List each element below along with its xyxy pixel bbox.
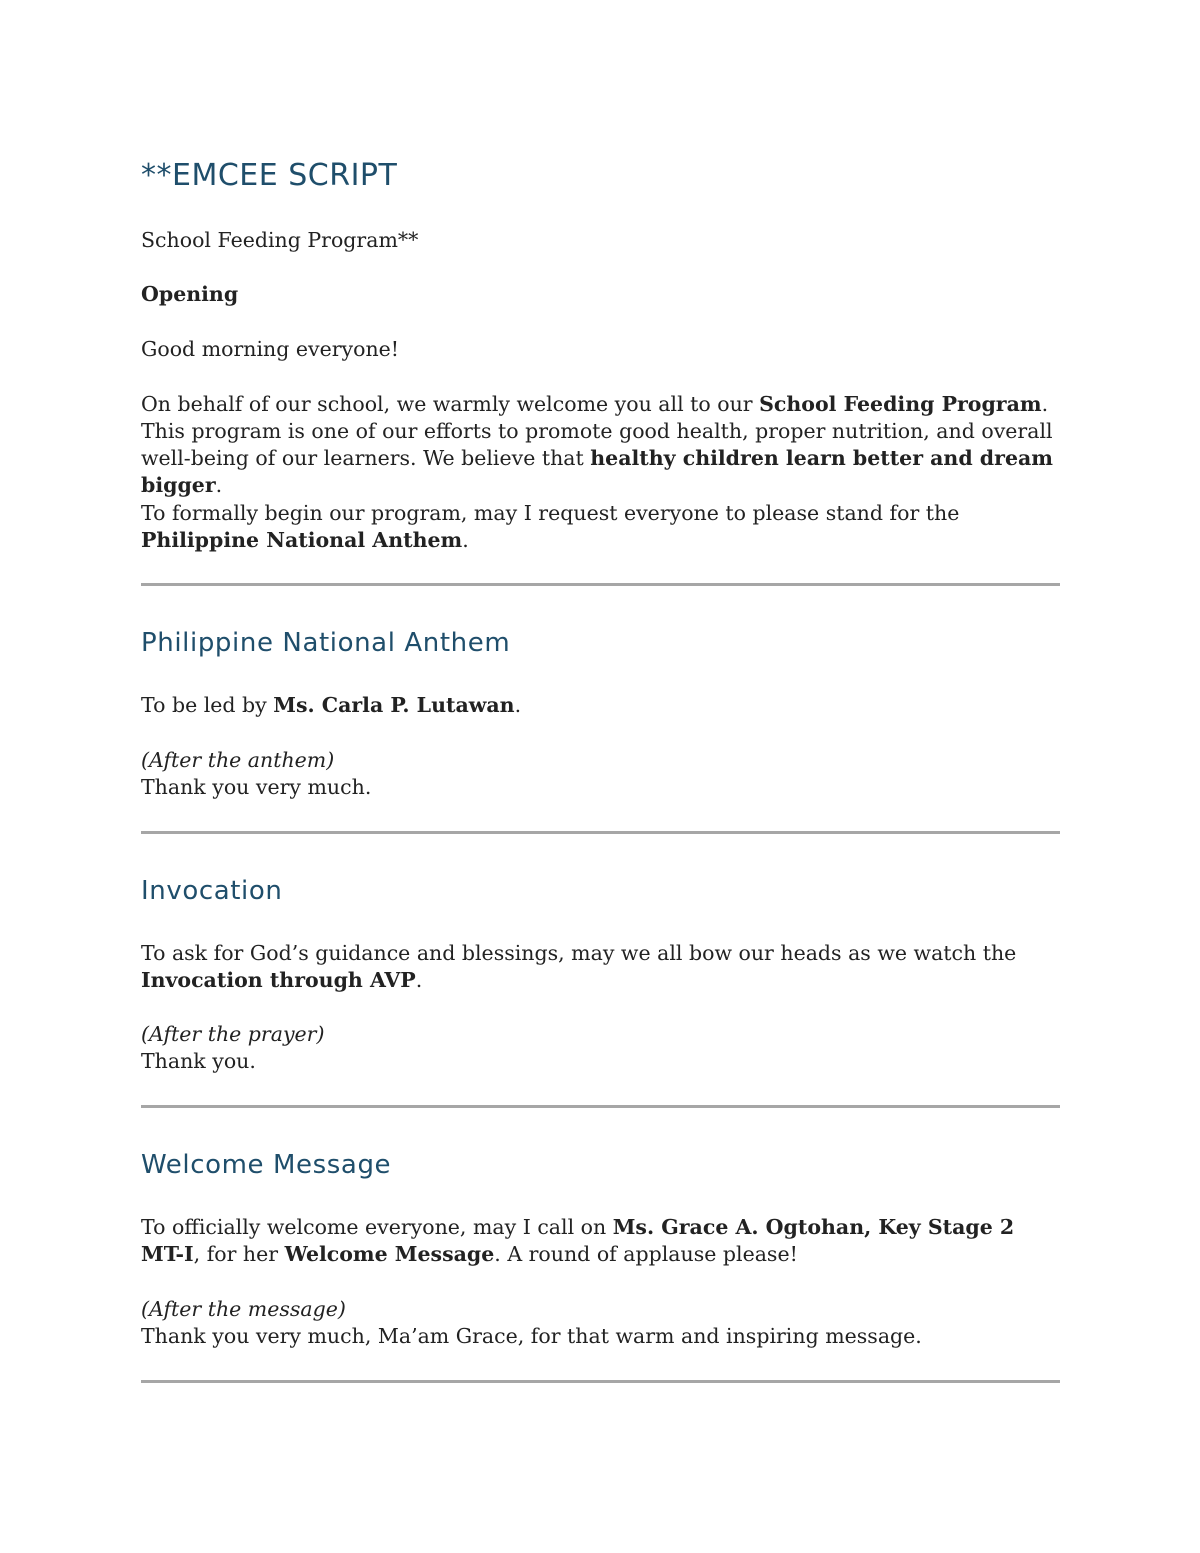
text-segment: . [415,968,423,992]
invocation-name: Invocation through AVP [141,968,416,992]
invocation-thanks: Thank you. [141,1049,256,1073]
text-segment: To ask for God’s guidance and blessings, may we all bow our heads as we watch the [141,941,1017,965]
anthem-leader-name: Ms. Carla P. Lutawan [273,693,515,717]
welcome-cue: (After the message) [141,1297,346,1321]
section-divider [141,1105,1060,1108]
invocation-cue: (After the prayer) [141,1022,325,1046]
text-segment: . This program is one of our efforts to promote good health, proper nutrition, and overall well-being of our learners. We believe that [141,392,1053,470]
welcome-heading: Welcome Message [141,1150,392,1180]
anthem-heading: Philippine National Anthem [141,628,511,658]
opening-paragraph-anthem-request [141,500,1059,554]
anthem-thanks: Thank you very much. [141,775,372,799]
opening-heading: Opening [141,282,239,306]
section-divider [141,1380,1060,1383]
text-segment: On behalf of our school, we warmly welcome you all to our [141,392,760,416]
program-name: School Feeding Program [759,392,1042,416]
anthem-name: Philippine National Anthem [141,528,463,552]
invocation-paragraph [141,940,1059,994]
text-segment: . A round of applause please! [494,1242,798,1266]
section-divider [141,831,1060,834]
section-divider [141,583,1060,586]
program-motto: healthy children learn better and dream bigger [141,446,1053,497]
text-segment: To formally begin our program, may I request everyone to please stand for the [141,501,960,525]
text-segment: . [514,693,522,717]
text-segment: To be led by [141,693,274,717]
text-segment: . [462,528,469,552]
invocation-heading: Invocation [141,876,283,906]
welcome-paragraph [141,1214,1059,1268]
text-segment: , for her [193,1242,285,1266]
welcome-message-name: Welcome Message [284,1242,495,1266]
speaker-name: Ms. Grace A. Ogtohan, Key Stage 2 MT-I [141,1215,1015,1266]
text-segment: To officially welcome everyone, may I call on [141,1215,613,1239]
welcome-thanks: Thank you very much, Ma’am Grace, for that warm and inspiring message. [141,1324,922,1348]
document-subtitle: School Feeding Program** [141,228,419,252]
opening-greeting: Good morning everyone! [141,337,400,361]
document-title: **EMCEE SCRIPT [141,158,398,193]
anthem-leader-line [141,692,1059,719]
anthem-cue: (After the anthem) [141,748,335,772]
text-segment: . [215,473,223,497]
opening-paragraph-welcome [141,391,1059,499]
